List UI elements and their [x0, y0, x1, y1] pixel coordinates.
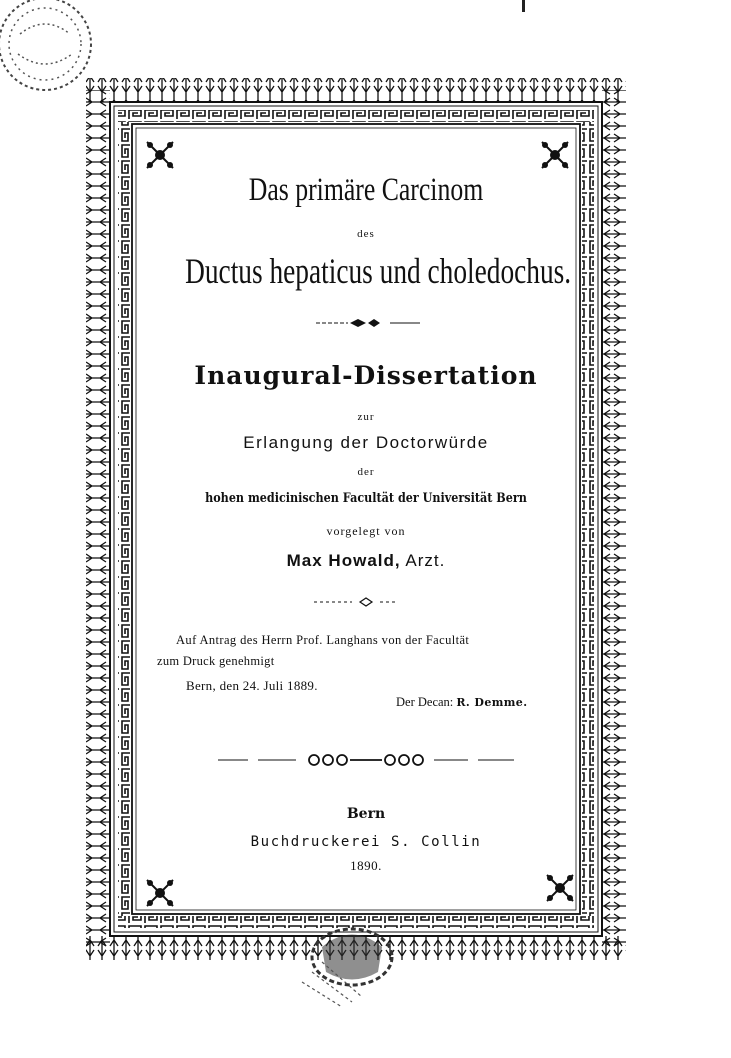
divider-small-ornament-icon — [128, 596, 604, 608]
imprint-year: 1890. — [350, 858, 382, 873]
divider-ornament-icon — [128, 316, 604, 330]
title-line-2: Ductus hepaticus und choledochus. — [185, 251, 572, 291]
author-name: Max Howald, — [286, 551, 401, 570]
dissertation-heading: Inaugural-Dissertation — [194, 361, 538, 390]
author-line — [128, 551, 604, 571]
library-stamp-bottom-icon — [282, 912, 422, 1022]
title-line-1: Das primäre Carcinom — [248, 172, 484, 208]
title-des: des — [357, 228, 375, 240]
decan-signature-line — [396, 695, 527, 710]
text-zur: zur — [357, 411, 375, 423]
text-der: der — [357, 466, 375, 478]
text-erlangung: Erlangung der Doctorwürde — [243, 433, 489, 452]
author-title: Arzt. — [405, 551, 446, 570]
imprint-place: Bern — [346, 806, 386, 822]
faculty-line: hohen medicinischen Facultät der Universität Bern — [205, 491, 527, 506]
approval-line-1: Auf Antrag des Herrn Prof. Langhans von der Facultät — [176, 633, 470, 647]
title-content — [128, 0, 604, 1058]
approval-date: Bern, den 24. Juli 1889. — [186, 678, 318, 693]
approval-line-2: zum Druck genehmigt — [157, 654, 275, 668]
imprint-printer: Buchdruckerei S. Collin — [250, 834, 482, 850]
decan-name: R. Demme. — [456, 696, 528, 709]
text-vorgelegt: vorgelegt von — [326, 524, 406, 538]
divider-scroll-ornament-icon — [128, 750, 604, 770]
decan-label: Der Decan: — [396, 695, 454, 709]
